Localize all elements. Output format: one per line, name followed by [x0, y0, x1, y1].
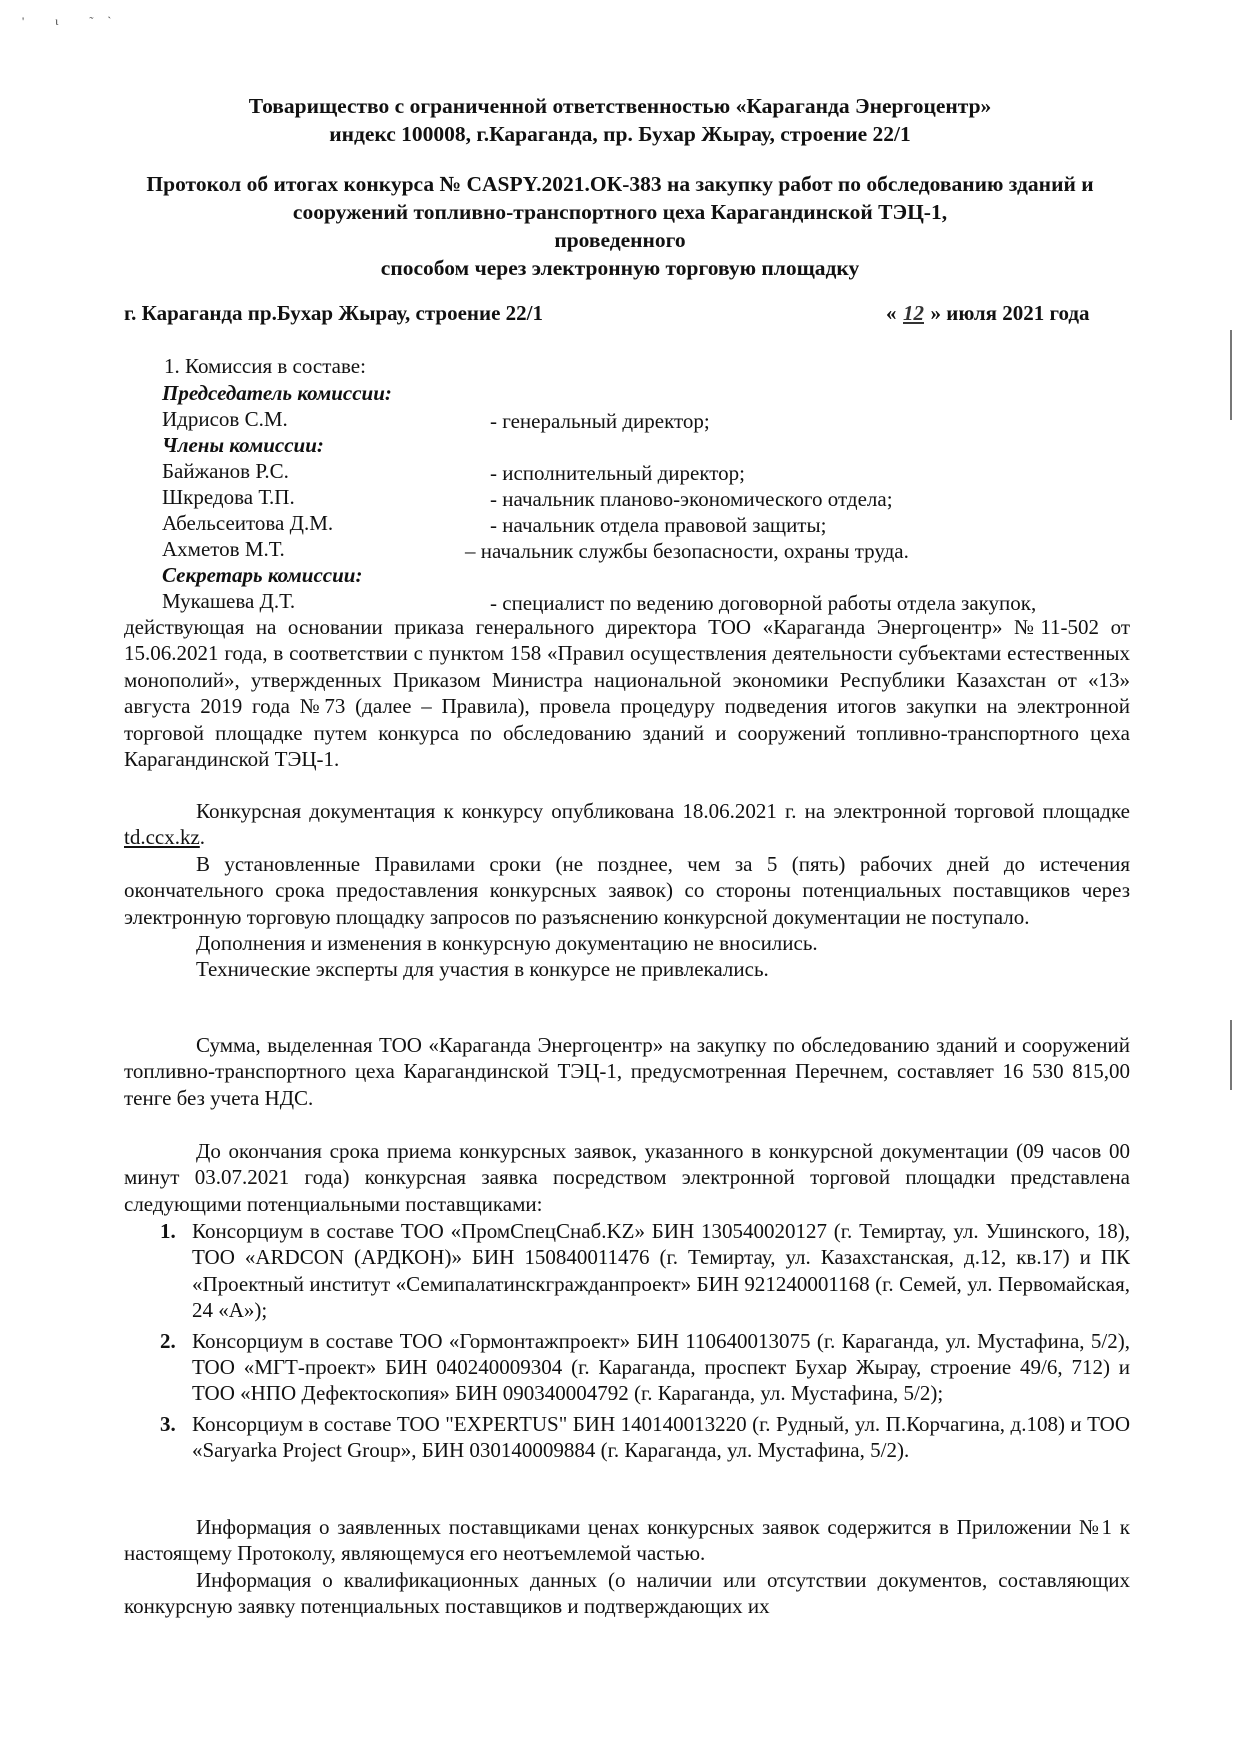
list-item-number: 2.	[160, 1328, 176, 1353]
secretary-role: - специалист по ведению договорной работы отдела закупок,	[490, 591, 1037, 615]
list-item	[124, 1218, 1130, 1324]
list-item-text: Консорциум в составе ТОО «ПромСпецСнаб.KZ» БИН 130540020127 (г. Темиртау, ул. Ушинского, 18), ТОО «ARDCON (АРДКОН)» БИН 150840011476 (г. Темиртау, ул. Казахстанская, д.12, кв.17) и ПК «Проектный институт «Семипалатинскгражданпроект» БИН 921240001168 (г. Семей, ул. Первомайская, 24 «А»);	[192, 1219, 1130, 1323]
paragraph-commission-basis	[124, 614, 1130, 772]
publication-text: Конкурсная документация к конкурсу опубликована 18.06.2021 г. на электронной торговой площадке	[196, 799, 1130, 823]
scan-edge-mark	[1230, 330, 1232, 420]
date-day: 12	[903, 301, 924, 325]
place: г. Караганда пр.Бухар Жырау, строение 22/1	[124, 301, 544, 325]
member-name: Ахметов М.Т.	[162, 537, 285, 561]
platform-link[interactable]: td.ccx.kz	[124, 825, 200, 850]
paragraph-publication	[124, 798, 1130, 983]
publication-end: .	[199, 825, 206, 850]
member-role: - исполнительный директор;	[490, 461, 746, 485]
list-item	[124, 1328, 1130, 1407]
protocol-title-line-3: проведенного	[554, 228, 686, 252]
paragraph-text: действующая на основании приказа генерального директора ТОО «Караганда Энергоцентр» №11-502 от 15.06.2021 года, в соответствии с пунктом 158 «Правил осуществления деятельности субъектами естественных монополий», утвержденных Приказом Министра национальной экономики Республики Казахстан от «13» августа 2019 года №73 (далее – Правила), провела процедуру подведения итогов закупки на электронной торговой площадке путем конкурса по обследованию зданий и сооружений топливно-транспортного цеха Карагандинской ТЭЦ-1.	[124, 615, 1130, 772]
chair-name: Идрисов С.М.	[162, 407, 288, 431]
chair-label: Председатель комиссии:	[162, 381, 392, 405]
list-item	[124, 1411, 1130, 1464]
member-role: - начальник планово-экономического отдела;	[490, 487, 893, 511]
list-item-text: Консорциум в составе ТОО "EXPERTUS" БИН 140140013220 (г. Рудный, ул. П.Корчагина, д.108) и ТОО «Saryarka Project Group», БИН 030140009884 (г. Караганда, ул. Мустафина, 5/2).	[192, 1411, 1130, 1463]
date-close-quote: »	[930, 301, 941, 325]
date-rest: июля 2021 года	[941, 301, 1090, 325]
scan-edge-mark	[1230, 1020, 1232, 1090]
paragraph-clarifications: В установленные Правилами сроки (не позднее, чем за 5 (пять) рабочих дней до истечения окончательного срока предоставления конкурсных заявок) со стороны потенциальных поставщиков через электронную торговую площадку запросов по разъяснению конкурсной документации не поступало.	[124, 851, 1130, 929]
paragraph-budget	[124, 1032, 1130, 1111]
chair-role: - генеральный директор;	[490, 409, 710, 433]
date-open-quote: «	[886, 301, 897, 325]
paragraph-qualifications: Информация о квалификационных данных (о наличии или отсутствии документов, составляющих конкурсную заявку потенциальных поставщиков и подтверждающих их	[124, 1567, 1130, 1619]
protocol-title-line-4: способом через электронную торговую площадку	[380, 256, 860, 280]
member-role: - начальник отдела правовой защиты;	[490, 513, 827, 537]
paragraph-amendments: Дополнения и изменения в конкурсную документацию не вносились.	[196, 931, 818, 956]
member-role: – начальник службы безопасности, охраны труда.	[465, 539, 909, 563]
scan-marks: ' ι ˜`	[22, 14, 126, 28]
paragraph-deadline	[124, 1138, 1130, 1217]
list-item-number: 3.	[160, 1411, 176, 1436]
org-address: индекс 100008, г.Караганда, пр. Бухар Жырау, строение 22/1	[329, 122, 911, 146]
supplier-list	[124, 1218, 1130, 1468]
paragraph-text: Информация о заявленных поставщиками ценах конкурсных заявок содержится в Приложении №1 к настоящему Протоколу, являющемуся его неотъемлемой частью.	[124, 1515, 1130, 1566]
commission-intro: 1. Комиссия в составе:	[164, 354, 366, 378]
member-name: Байжанов Р.С.	[162, 459, 289, 483]
secretary-name: Мукашева Д.Т.	[162, 589, 296, 613]
date	[886, 300, 1090, 326]
paragraph-text	[124, 798, 1130, 851]
member-name: Шкредова Т.П.	[162, 485, 295, 509]
org-name: Товарищество с ограниченной ответственностью «Караганда Энергоцентр»	[248, 94, 992, 118]
paragraph-text: До окончания срока приема конкурсных заявок, указанного в конкурсной документации (09 часов 00 минут 03.07.2021 года) конкурсная заявка посредством электронной торговой площадки представлена следующими потенциальными поставщиками:	[124, 1139, 1130, 1216]
paragraph-text: Сумма, выделенная ТОО «Караганда Энергоцентр» на закупку по обследованию зданий и сооружений топливно-транспортного цеха Карагандинской ТЭЦ-1, предусмотренная Перечнем, составляет 16 530 815,00 тенге без учета НДС.	[124, 1033, 1130, 1110]
list-item-text: Консорциум в составе ТОО «Гормонтажпроект» БИН 110640013075 (г. Караганда, ул. Мустафина, 5/2), ТОО «МГТ-проект» БИН 040240009304 (г. Караганда, проспект Бухар Жырау, строение 49/6, 712) и ТОО «НПО Дефектоскопия» БИН 090340004792 (г. Караганда, ул. Мустафина, 5/2);	[192, 1328, 1130, 1406]
paragraph-experts: Технические эксперты для участия в конкурсе не привлекались.	[196, 957, 769, 982]
members-label: Члены комиссии:	[162, 433, 324, 457]
paragraph-prices	[124, 1514, 1130, 1620]
secretary-label: Секретарь комиссии:	[162, 563, 363, 587]
protocol-title-line-1: Протокол об итогах конкурса № CASPY.2021.ОК-383 на закупку работ по обследованию зданий и	[146, 172, 1094, 196]
protocol-title-line-2: сооружений топливно-транспортного цеха Карагандинской ТЭЦ-1,	[292, 200, 948, 224]
member-name: Абельсеитова Д.М.	[162, 511, 334, 535]
list-item-number: 1.	[160, 1219, 176, 1243]
